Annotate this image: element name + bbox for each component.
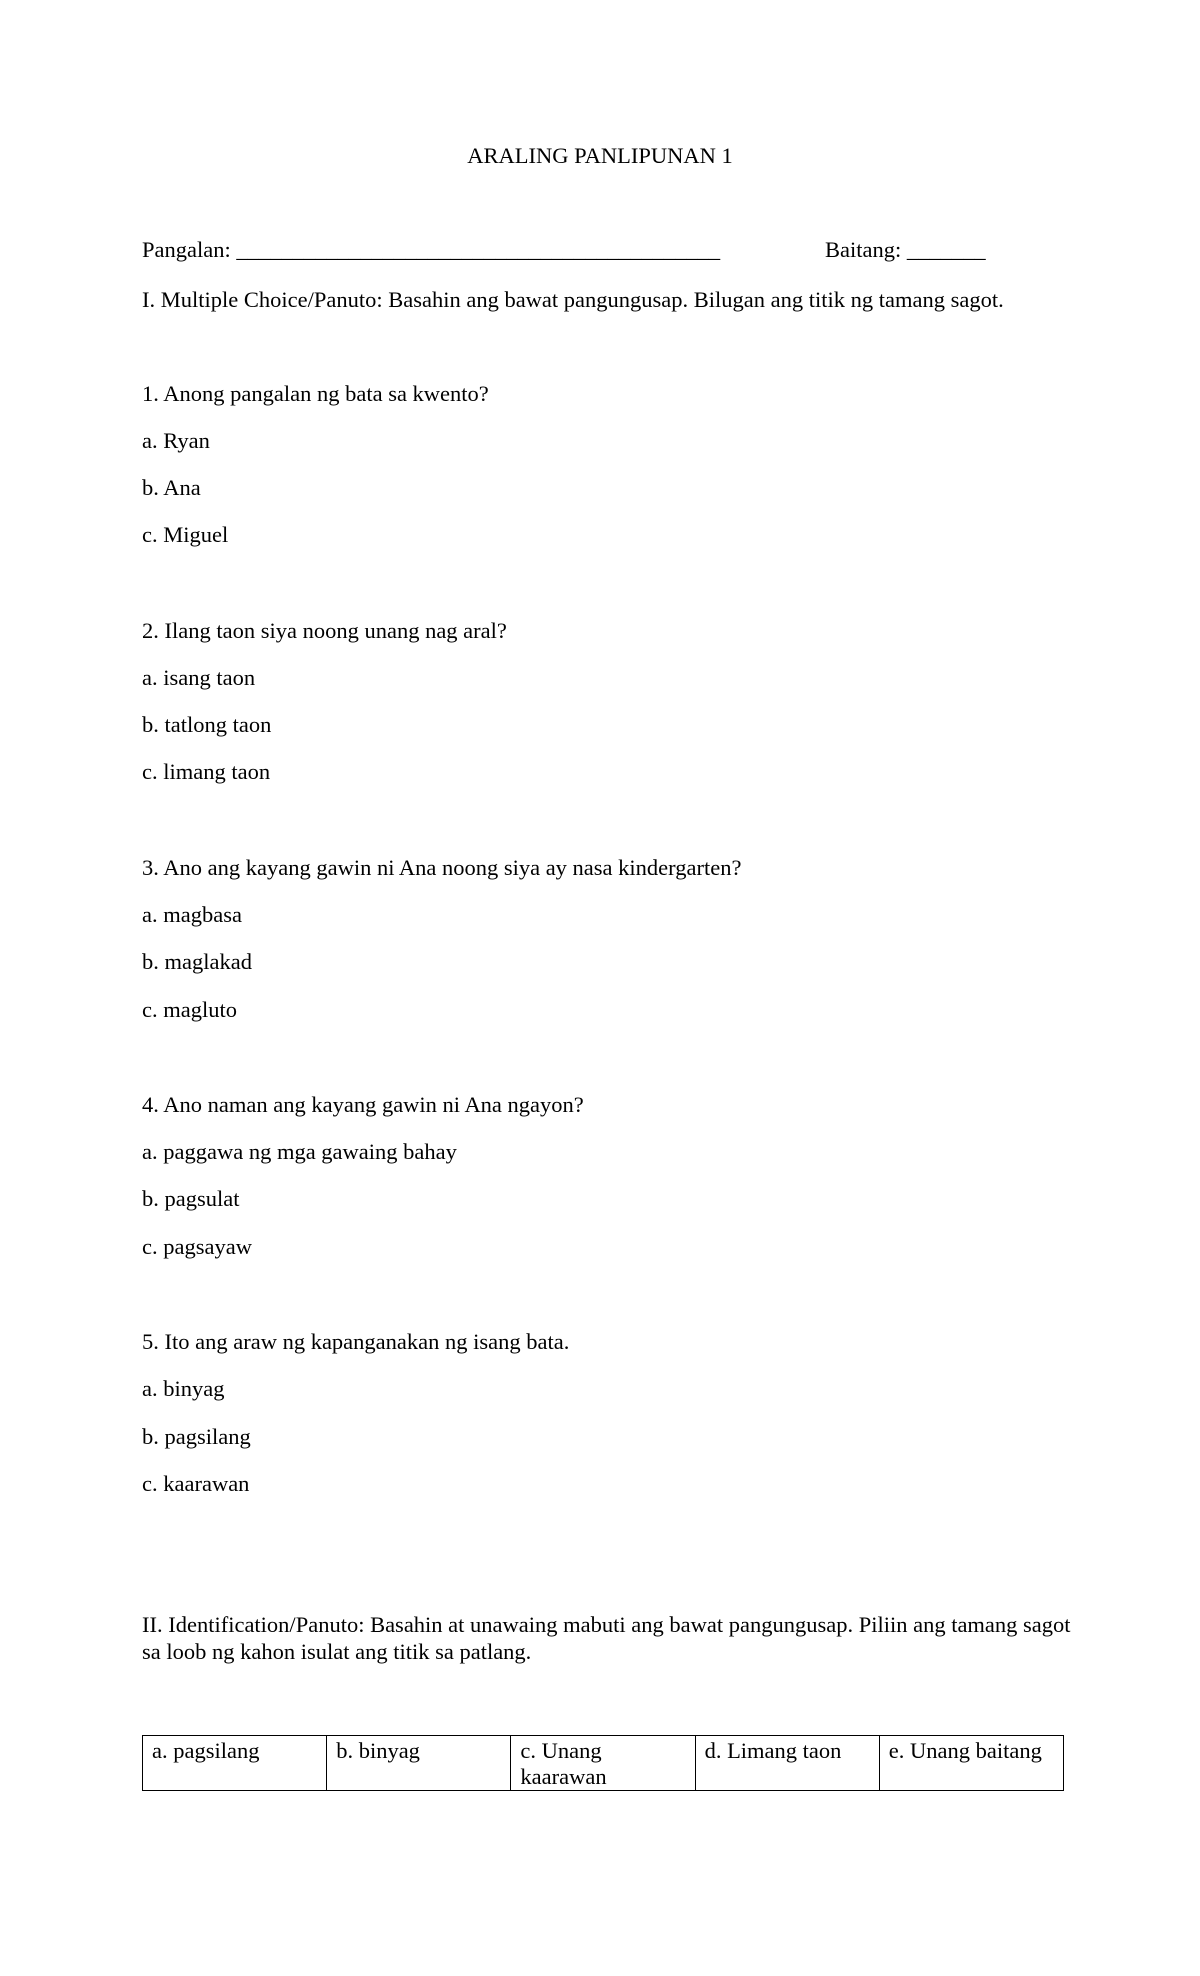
question-5: 5. Ito ang araw ng kapanganakan ng isang bata. xyxy=(142,1329,570,1354)
question-3-choice-c: c. magluto xyxy=(142,997,237,1022)
question-4-choice-a: a. paggawa ng mga gawaing bahay xyxy=(142,1139,457,1164)
table-row xyxy=(143,1736,1064,1791)
table-cell: e. Unang baitang xyxy=(879,1736,1063,1791)
question-1-choice-b: b. Ana xyxy=(142,475,201,500)
question-2-choice-c: c. limang taon xyxy=(142,759,271,784)
question-4-choice-c: c. pagsayaw xyxy=(142,1234,252,1259)
page-title: ARALING PANLIPUNAN 1 xyxy=(467,143,733,168)
question-1-choice-c: c. Miguel xyxy=(142,522,229,547)
name-field-label: Pangalan: ___________________________________________ xyxy=(142,237,721,262)
question-4-choice-b: b. pagsulat xyxy=(142,1186,240,1211)
table-cell: c. Unang kaarawan xyxy=(511,1736,695,1791)
question-5-choice-b: b. pagsilang xyxy=(142,1424,251,1449)
section2-heading: II. Identification/Panuto: Basahin at unawaing mabuti ang bawat pangungusap. Piliin ang tamang sagot sa loob ng kahon isulat ang titik sa patlang. xyxy=(142,1612,1071,1664)
answer-choices-table xyxy=(142,1735,1064,1791)
question-4: 4. Ano naman ang kayang gawin ni Ana ngayon? xyxy=(142,1092,584,1117)
question-3: 3. Ano ang kayang gawin ni Ana noong siya ay nasa kindergarten? xyxy=(142,855,742,880)
question-2-choice-b: b. tatlong taon xyxy=(142,712,272,737)
question-5-choice-a: a. binyag xyxy=(142,1376,225,1401)
question-3-choice-a: a. magbasa xyxy=(142,902,242,927)
question-5-choice-c: c. kaarawan xyxy=(142,1471,250,1496)
question-1: 1. Anong pangalan ng bata sa kwento? xyxy=(142,381,489,406)
question-1-choice-a: a. Ryan xyxy=(142,428,210,453)
section1-heading: I. Multiple Choice/Panuto: Basahin ang bawat pangungusap. Bilugan ang titik ng tamang sagot. xyxy=(142,287,1004,312)
table-cell: b. binyag xyxy=(327,1736,511,1791)
grade-field-label: Baitang: _______ xyxy=(825,237,986,262)
question-2-choice-a: a. isang taon xyxy=(142,665,256,690)
table-cell: a. pagsilang xyxy=(143,1736,327,1791)
question-2: 2. Ilang taon siya noong unang nag aral? xyxy=(142,618,507,643)
table-cell: d. Limang taon xyxy=(695,1736,879,1791)
question-3-choice-b: b. maglakad xyxy=(142,949,252,974)
